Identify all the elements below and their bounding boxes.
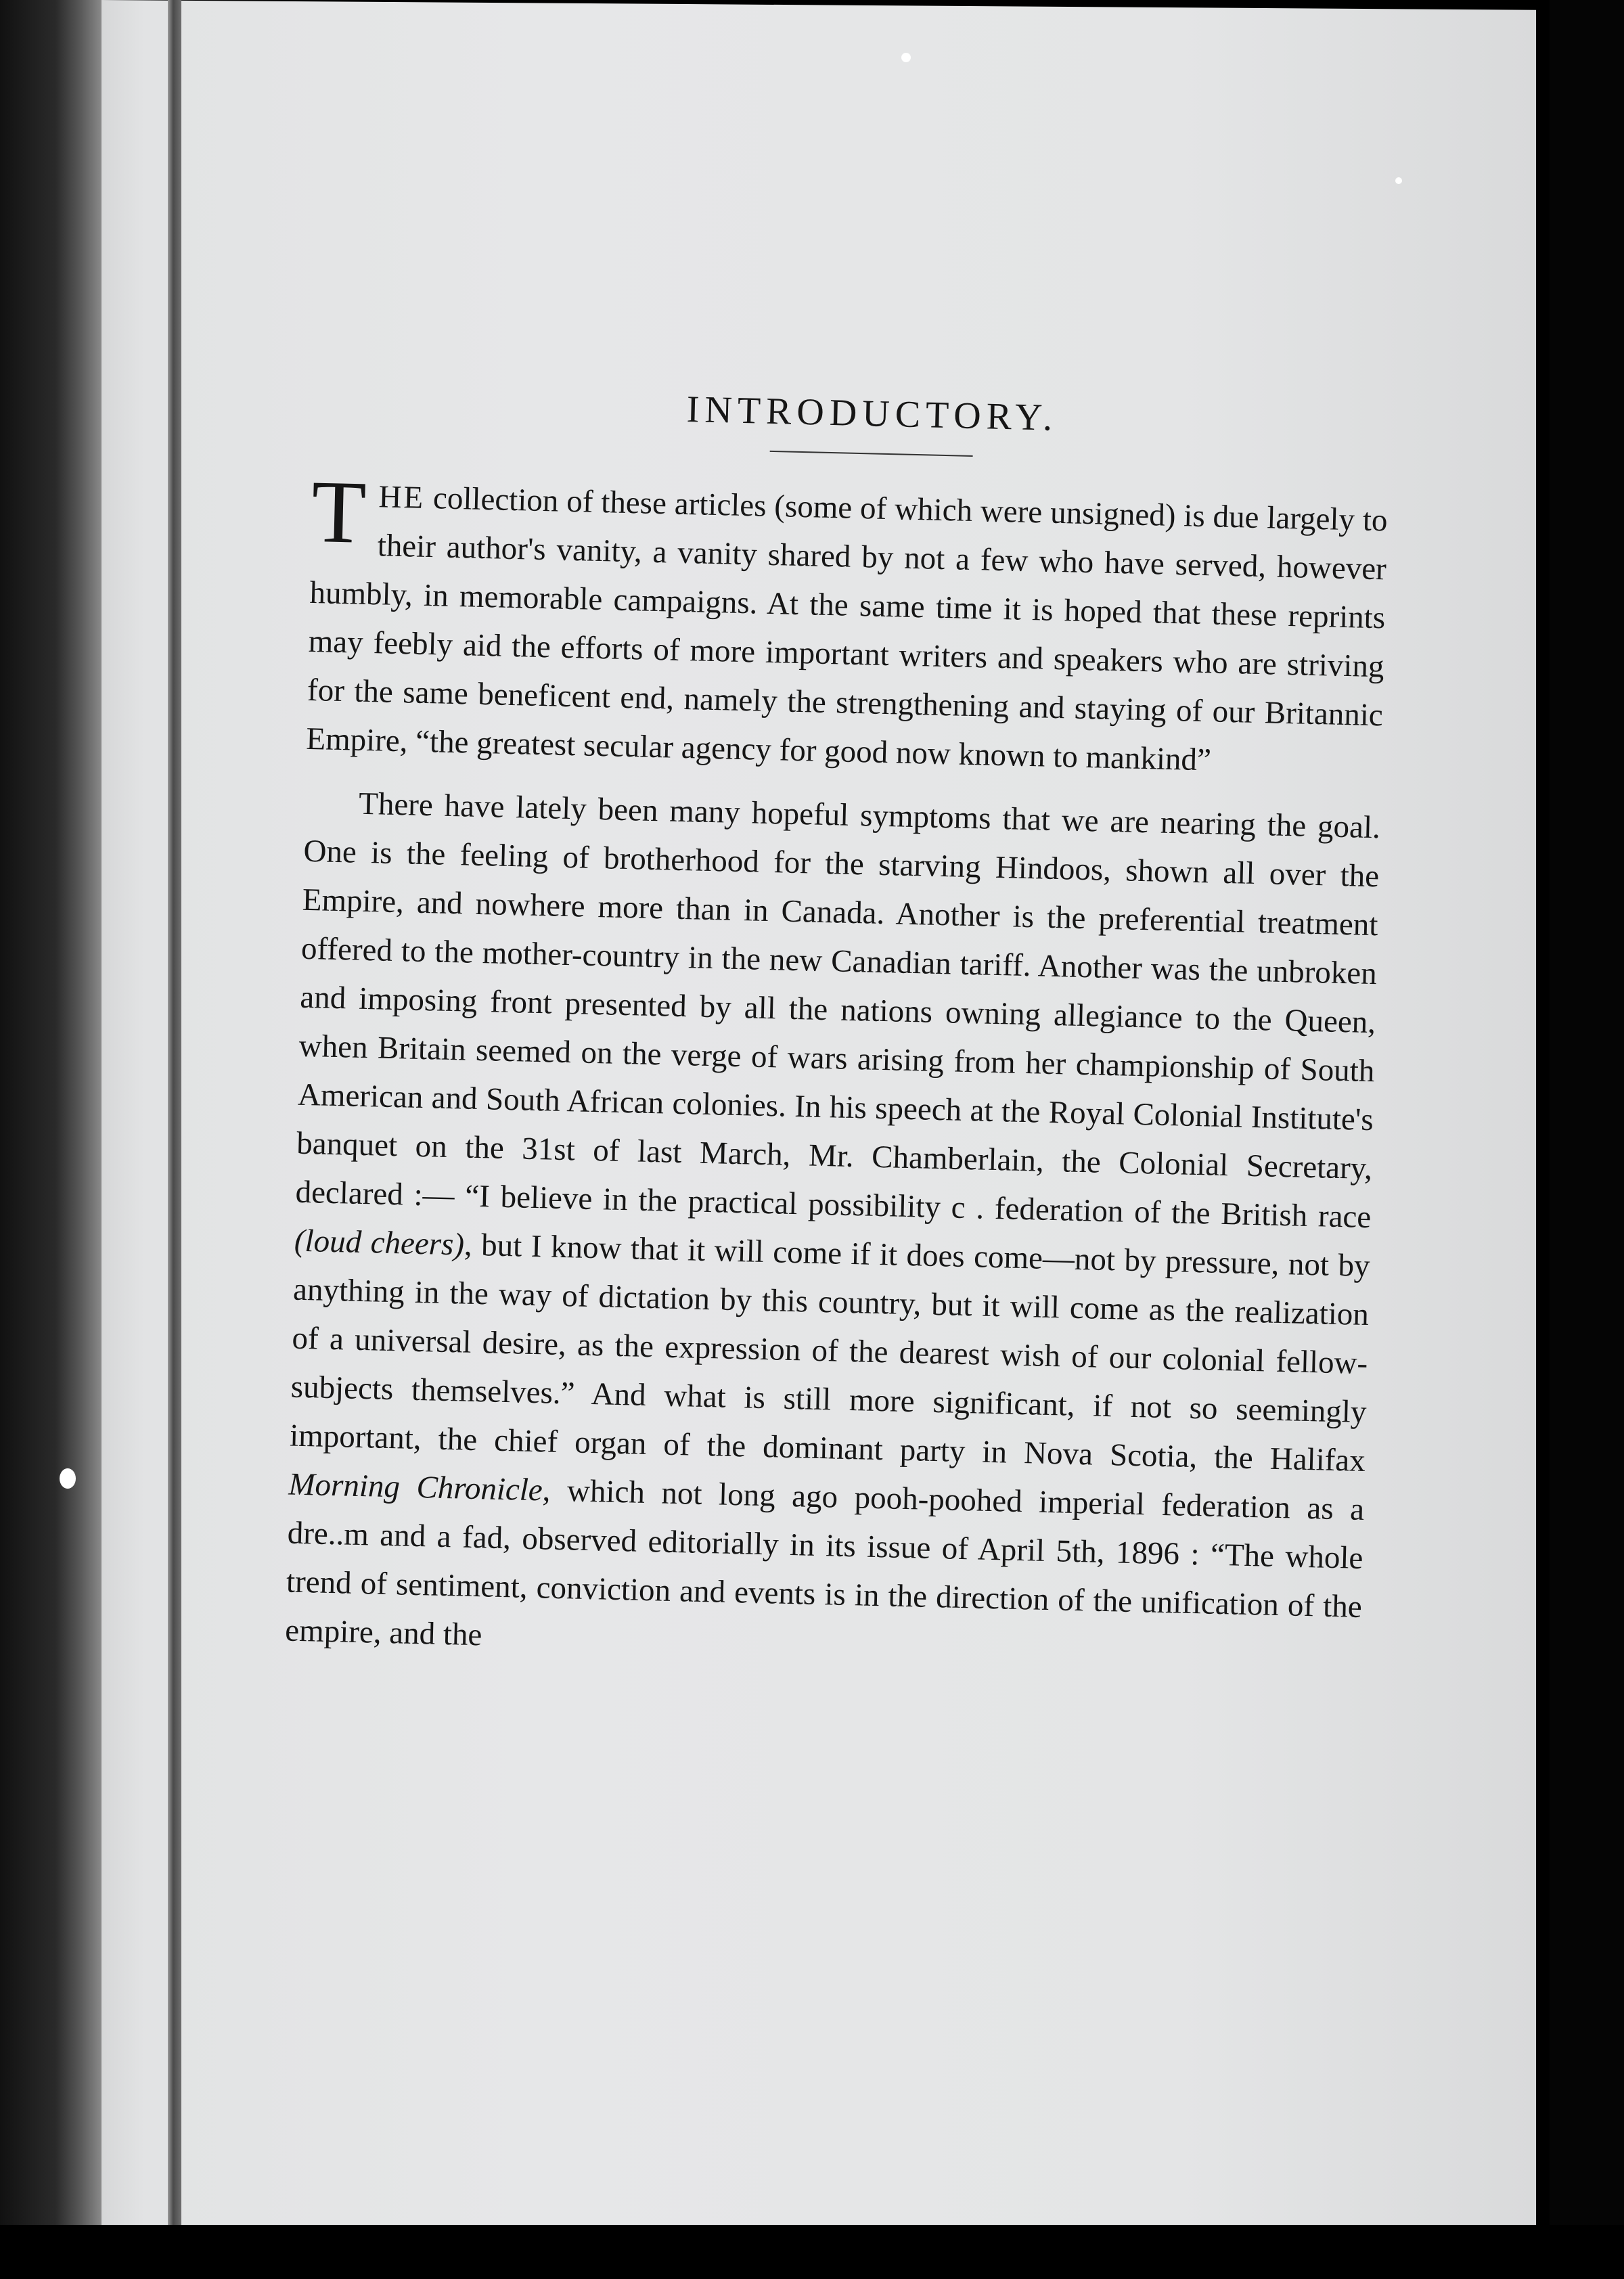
drop-cap-rest: HE bbox=[378, 479, 426, 516]
paragraph-2 bbox=[285, 778, 1381, 1680]
scan-border-left bbox=[0, 0, 102, 2279]
italic-newspaper-title: Morning Chronicle bbox=[288, 1466, 543, 1508]
paper-speck bbox=[60, 1468, 76, 1489]
scan-border-bottom bbox=[0, 2225, 1624, 2279]
paragraph-1-text: collection of these articles (some of which were unsigned) is due largely to their author's vanity, a vanity shared by not a few who have served, however humbly, in memorable campaigns. At the same time it is hoped that these reprints may feebly aid the efforts of more important writers and speakers who are striving for the same beneficent end, namely the strengthening and staying of our Britannic Empire, “the greatest secular agency for good now known to mankind” bbox=[305, 480, 1389, 778]
paragraph-2-text-b: , but I know that it will come if it does come—not by pressure, not by anything in the way of dictation by this country, but it will come as the realization of a universal desire, as the expression of the dearest wish of our colonial fellow-subjects themselves.” And what is still more significant, if not so seemingly important, the chief organ of the dominant party in Nova Scotia, the Halifax bbox=[289, 1227, 1371, 1479]
paper-speck bbox=[901, 53, 911, 62]
text-block bbox=[284, 379, 1391, 1695]
paragraph-2-text-c: , which not long ago pooh-poohed imperial federation as a dre..m and a fad, observed editorially in its issue of April 5th, 1896 : “The whole trend of sentiment, conviction and events is in the direction of the unification of the empire, and the bbox=[284, 1472, 1365, 1653]
italic-loud-cheers: (loud cheers) bbox=[294, 1223, 465, 1263]
paragraph-2-text-a: There have lately been many hopeful symptoms that we are nearing the goal. One is the feeling of brotherhood for the starving Hindoos, shown all over the Empire, and nowhere more than in Canada. Another is the preferential treatment offered to the mother-country in the new Canadian tariff. Another was the unbroken and imposing front presented by all the nations owning allegiance to the Queen, when Britain seemed on the verge of wars arising from her championship of South American and South African colonies. In his speech at the Royal Colonial Institute's banquet on the 31st of last March, Mr. Chamberlain, the Colonial Secretary, declared :— “I believe in the practical possibility c . federation of the British race bbox=[295, 786, 1381, 1236]
paper-speck bbox=[1395, 177, 1402, 184]
scan-border-right bbox=[1550, 0, 1624, 2279]
paragraph-1 bbox=[305, 461, 1389, 788]
page-title: INTRODUCTORY. bbox=[686, 388, 1058, 439]
title-rule bbox=[770, 451, 973, 457]
book-spine-edge bbox=[168, 0, 181, 2279]
drop-cap: T bbox=[310, 461, 367, 562]
